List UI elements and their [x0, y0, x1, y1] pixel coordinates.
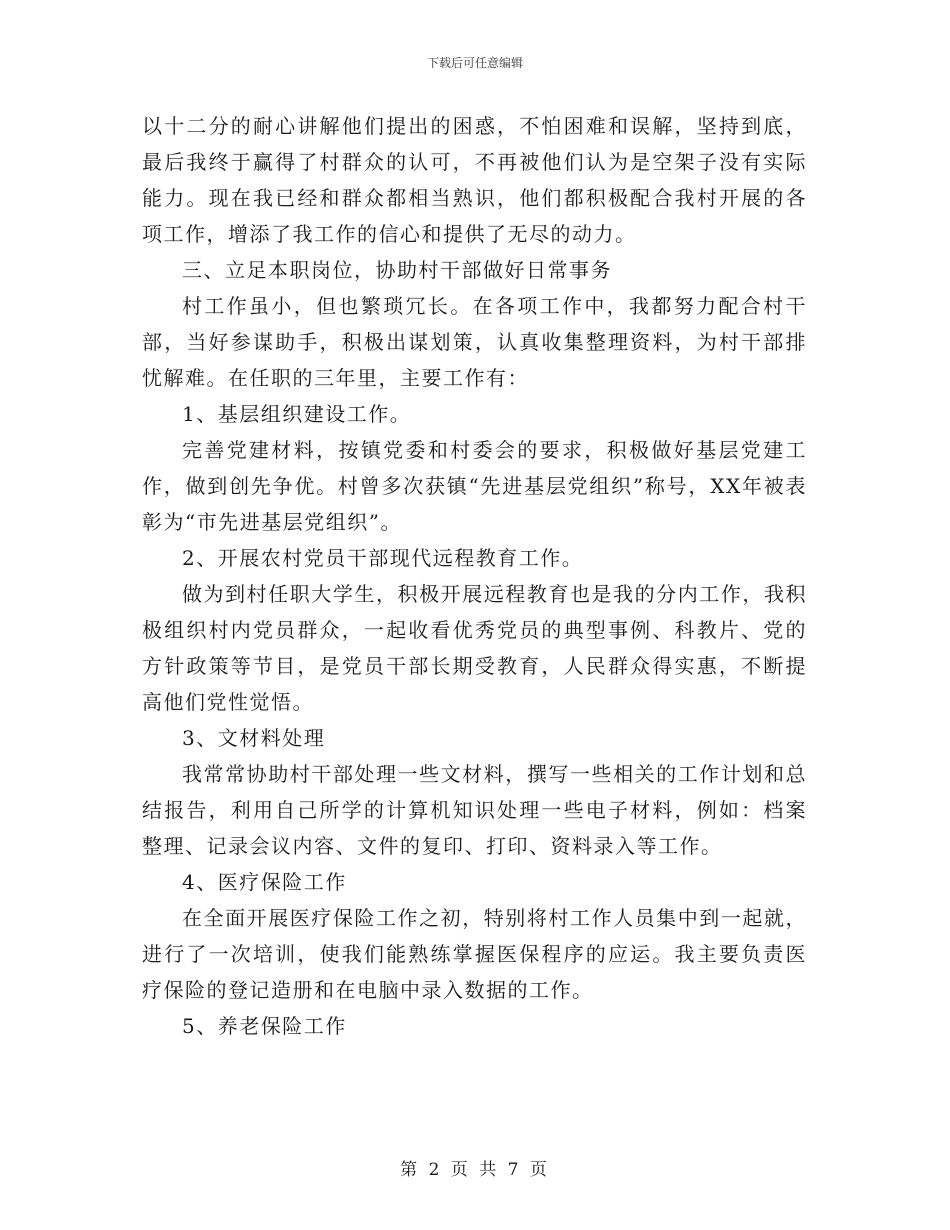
paragraph: 在全面开展医疗保险工作之初，特别将村工作人员集中到一起就，进行了一次培训，使我们能熟练掌握医保程序的应运。我主要负责医疗保险的登记造册和在电脑中录入数据的工作。: [142, 906, 807, 1002]
paragraph: 以十二分的耐心讲解他们提出的困惑，不怕困难和误解，坚持到底，最后我终于赢得了村群众的认可，不再被他们认为是空架子没有实际能力。现在我已经和群众都相当熟识，他们都积极配合我村开展的各项工作，增添了我工作的信心和提供了无尽的动力。: [142, 114, 807, 246]
list-item-heading: 3、文材料处理: [182, 726, 326, 750]
paragraph: 完善党建材料，按镇党委和村委会的要求，积极做好基层党建工作，做到创先争优。村曾多次获镇“先进基层党组织”称号，XX年被表彰为“市先进基层党组织”。: [142, 438, 807, 534]
page-number: 第 2 页 共 7 页: [400, 1160, 550, 1180]
list-item-heading: 5、养老保险工作: [182, 1014, 347, 1038]
paragraph: 做为到村任职大学生，积极开展远程教育也是我的分内工作，我积极组织村内党员群众，一起收看优秀党员的典型事例、科教片、党的方针政策等节目，是党员干部长期受教育，人民群众得实惠，不断提高他们党性觉悟。: [142, 582, 807, 714]
list-item-heading: 2、开展农村党员干部现代远程教育工作。: [182, 546, 584, 570]
paragraph: 我常常协助村干部处理一些文材料，撰写一些相关的工作计划和总结报告，利用自己所学的计算机知识处理一些电子材料，例如：档案整理、记录会议内容、文件的复印、打印、资料录入等工作。: [142, 762, 807, 858]
list-item-heading: 4、医疗保险工作: [182, 870, 347, 894]
list-item-heading: 1、基层组织建设工作。: [182, 402, 412, 426]
page-header: 下载后可任意编辑: [426, 56, 523, 70]
document-body: [142, 108, 807, 1044]
paragraph: 村工作虽小，但也繁琐冗长。在各项工作中，我都努力配合村干部，当好参谋助手，积极出谋划策，认真收集整理资料，为村干部排忧解难。在任职的三年里，主要工作有：: [142, 294, 807, 390]
section-heading: 三、立足本职岗位，协助村干部做好日常事务: [182, 258, 612, 282]
